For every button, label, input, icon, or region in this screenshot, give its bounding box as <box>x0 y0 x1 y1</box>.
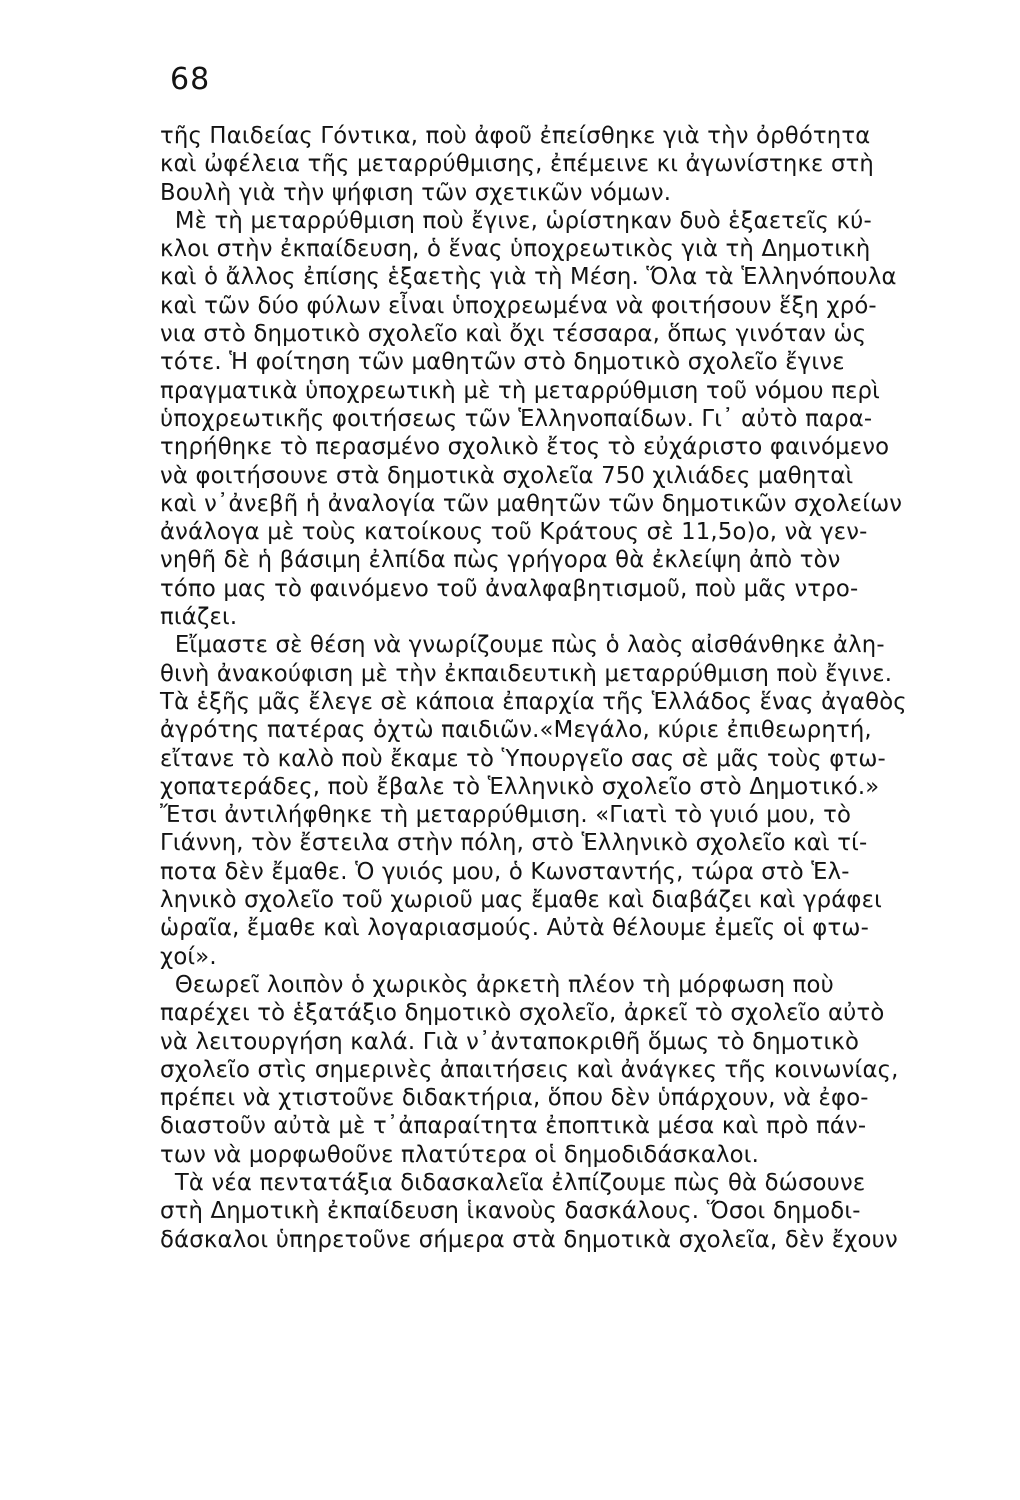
text-line: Βουλὴ γιὰ τὴν ψήφιση τῶν σχετικῶν νόμων. <box>160 179 672 206</box>
text-line: χοί». <box>160 943 217 970</box>
text-line: παρέχει τὸ ἑξατάξιο δημοτικὸ σχολεῖο, ἀρκεῖ τὸ σχολεῖο αὐτὸ <box>160 1000 885 1027</box>
text-line: δάσκαλοι ὑπηρετοῦνε σήμερα στὰ δημοτικὰ σχολεῖα, δὲν ἔχουν <box>160 1226 898 1253</box>
text-line: πραγματικὰ ὑποχρεωτικὴ μὲ τὴ μεταρρύθμιση τοῦ νόμου περὶ <box>160 377 881 404</box>
text-line: Τὰ νέα πεντατάξια διδασκαλεῖα ἐλπίζουμε πὼς θὰ δώσουνε <box>160 1169 866 1196</box>
text-line: Μὲ τὴ μεταρρύθμιση ποὺ ἔγινε, ὡρίστηκαν δυὸ ἑξαετεῖς κύ- <box>160 207 872 234</box>
text-line: χοπατεράδες, ποὺ ἔβαλε τὸ Ἑλληνικὸ σχολεῖο στὸ Δημοτικό.» <box>160 773 880 800</box>
page-number: 68 <box>170 62 211 97</box>
text-line: νὰ λειτουργήση καλά. Γιὰ ν᾿ἀνταποκριθῆ ὅμως τὸ δημοτικὸ <box>160 1028 860 1055</box>
text-line: τῆς Παιδείας Γόντικα, ποὺ ἀφοῦ ἐπείσθηκε γιὰ τὴν ὀρθότητα <box>160 123 871 149</box>
text-line: διαστοῦν αὐτὰ μὲ τ᾿ἀπαραίτητα ἐποπτικὰ μέσα καὶ πρὸ πάν- <box>160 1113 867 1140</box>
text-line: καὶ ὁ ἄλλος ἐπίσης ἑξαετὴς γιὰ τὴ Μέση. Ὅλα τὰ Ἑλληνόπουλα <box>160 264 897 291</box>
text-line: ἀνάλογα μὲ τοὺς κατοίκους τοῦ Κράτους σὲ 11,5ο)ο, νὰ γεν- <box>160 519 868 546</box>
text-line: ὡραῖα, ἔμαθε καὶ λογαριασμούς. Αὐτὰ θέλουμε ἐμεῖς οἱ φτω- <box>160 915 869 942</box>
text-line: καὶ ν᾿ἀνεβῆ ἡ ἀναλογία τῶν μαθητῶν τῶν δημοτικῶν σχολείων <box>160 490 903 517</box>
text-line: των νὰ μορφωθοῦνε πλατύτερα οἱ δημοδιδάσκαλοι. <box>160 1141 760 1168</box>
text-line: Γιάννη, τὸν ἔστειλα στὴν πόλη, στὸ Ἑλληνικὸ σχολεῖο καὶ τί- <box>160 830 868 857</box>
text-line: καὶ τῶν δύο φύλων εἶναι ὑποχρεωμένα νὰ φοιτήσουν ἕξη χρό- <box>160 292 877 319</box>
text-line: Θεωρεῖ λοιπὸν ὁ χωρικὸς ἀρκετὴ πλέον τὴ μόρφωση ποὺ <box>160 971 834 998</box>
text-line: νὰ φοιτήσουνε στὰ δημοτικὰ σχολεῖα 750 χιλιάδες μαθηταὶ <box>160 462 854 489</box>
page-text <box>160 122 1000 1254</box>
text-line: τότε. Ἡ φοίτηση τῶν μαθητῶν στὸ δημοτικὸ σχολεῖο ἔγινε <box>160 349 845 376</box>
text-line: τόπο μας τὸ φαινόμενο τοῦ ἀναλφαβητισμοῦ, ποὺ μᾶς ντρο- <box>160 575 859 602</box>
text-line: Τὰ ἑξῆς μᾶς ἔλεγε σὲ κάποια ἐπαρχία τῆς Ἑλλάδος ἕνας ἀγαθὸς <box>160 688 907 715</box>
text-line: τηρήθηκε τὸ περασμένο σχολικὸ ἔτος τὸ εὐχάριστο φαινόμενο <box>160 434 890 461</box>
text-line: σχολεῖο στὶς σημερινὲς ἀπαιτήσεις καὶ ἀνάγκες τῆς κοινωνίας, <box>160 1056 899 1083</box>
text-line: ὑποχρεωτικῆς φοιτήσεως τῶν Ἑλληνοπαίδων. Γι᾿ αὐτὸ παρα- <box>160 405 873 432</box>
text-line: Εἴμαστε σὲ θέση νὰ γνωρίζουμε πὼς ὁ λαὸς αἰσθάνθηκε ἀλη- <box>160 632 885 659</box>
text-line: πιάζει. <box>160 604 238 631</box>
text-line: πρέπει νὰ χτιστοῦνε διδακτήρια, ὅπου δὲν ὑπάρχουν, νὰ ἐφο- <box>160 1085 869 1112</box>
text-line: ἀγρότης πατέρας ὀχτὼ παιδιῶν.«Μεγάλο, κύριε ἐπιθεωρητή, <box>160 717 872 744</box>
text-line: θινὴ ἀνακούφιση μὲ τὴν ἐκπαιδευτικὴ μεταρρύθμιση ποὺ ἔγινε. <box>160 660 893 687</box>
text-line: ποτα δὲν ἔμαθε. Ὁ γυιός μου, ὁ Κωνσταντής, τώρα στὸ Ἑλ- <box>160 858 850 885</box>
text-line: ληνικὸ σχολεῖο τοῦ χωριοῦ μας ἔμαθε καὶ διαβάζει καὶ γράφει <box>160 887 882 914</box>
text-line: Ἔτσι ἀντιλήφθηκε τὴ μεταρρύθμιση. «Γιατὶ τὸ γυιό μου, τὸ <box>160 802 852 829</box>
text-line: νια στὸ δημοτικὸ σχολεῖο καὶ ὄχι τέσσαρα, ὅπως γινόταν ὡς <box>160 321 867 348</box>
text-line: καὶ ὠφέλεια τῆς μεταρρύθμισης, ἐπέμεινε κι ἀγωνίστηκε στὴ <box>160 151 875 178</box>
text-line: στὴ Δημοτικὴ ἐκπαίδευση ἱκανοὺς δασκάλους. Ὅσοι δημοδι- <box>160 1198 861 1225</box>
text-line: κλοι στὴν ἐκπαίδευση, ὁ ἕνας ὑποχρεωτικὸς γιὰ τὴ Δημοτικὴ <box>160 236 871 263</box>
text-line: νηθῆ δὲ ἡ βάσιμη ἐλπίδα πὼς γρήγορα θὰ ἐκλείψη ἀπὸ τὸν <box>160 547 841 574</box>
text-line: εἴτανε τὸ καλὸ ποὺ ἔκαμε τὸ Ὑπουργεῖο σας σὲ μᾶς τοὺς φτω- <box>160 745 886 772</box>
